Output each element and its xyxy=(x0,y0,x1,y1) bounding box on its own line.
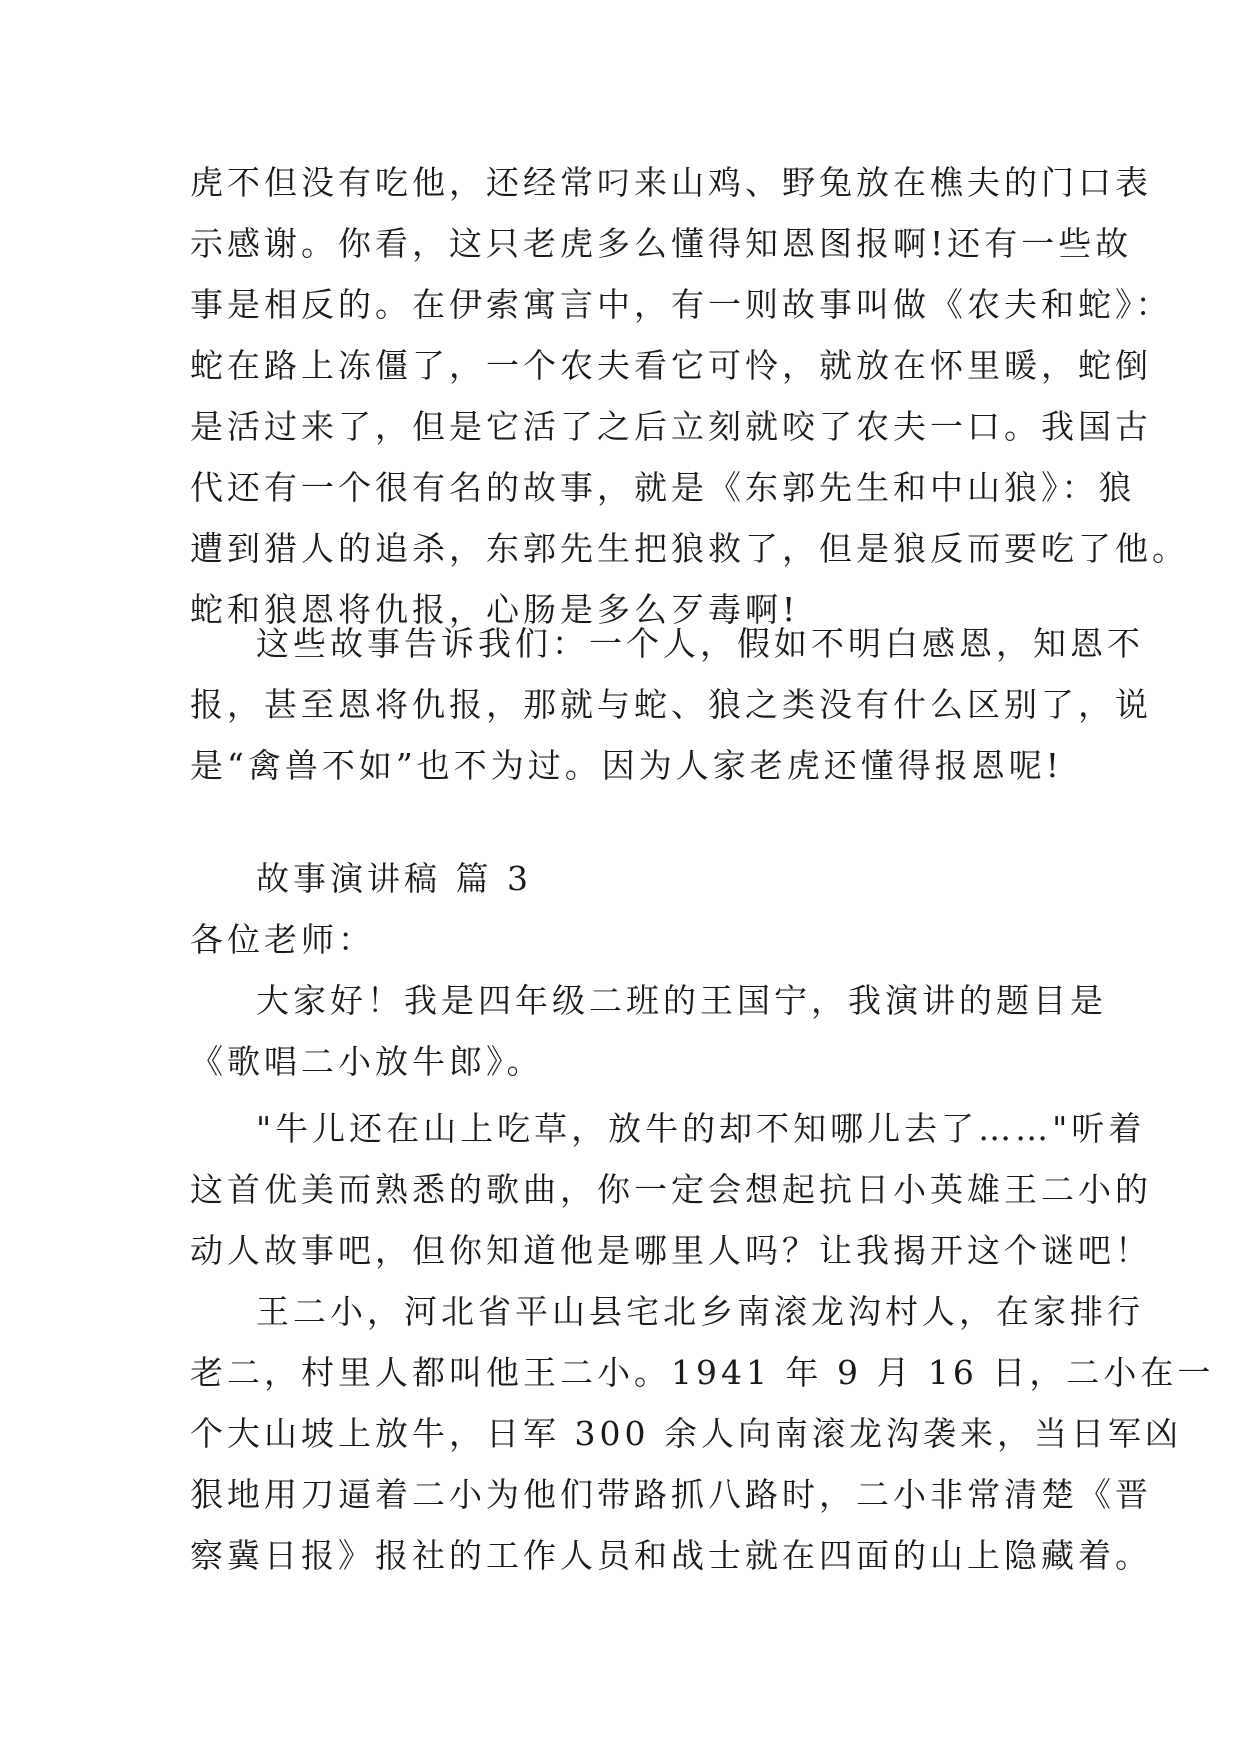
paragraph-line: 狠地用刀逼着二小为他们带路抓八路时，二小非常清楚《晋 xyxy=(190,1475,1152,1514)
paragraph-line: 《歌唱二小放牛郎》。 xyxy=(190,1042,544,1081)
paragraph-line: 蛇在路上冻僵了，一个农夫看它可怜，就放在怀里暖，蛇倒 xyxy=(190,346,1152,385)
paragraph-line: 动人故事吧，但你知道他是哪里人吗？让我揭开这个谜吧！ xyxy=(190,1231,1152,1270)
paragraph-line: 老二，村里人都叫他王二小。1941 年 9 月 16 日，二小在一 xyxy=(190,1353,1215,1392)
paragraph-line: 报，甚至恩将仇报，那就与蛇、狼之类没有什么区别了，说 xyxy=(190,685,1152,724)
paragraph-line: 王二小，河北省平山县宅北乡南滚龙沟村人，在家排行 xyxy=(256,1292,1144,1331)
conclusion-paragraph xyxy=(190,613,1152,796)
paragraph-line: 事是相反的。在伊索寓言中，有一则故事叫做《农夫和蛇》： xyxy=(190,285,1173,324)
section-title: 故事演讲稿 篇 3 xyxy=(256,859,532,898)
paragraph-line: 遭到猎人的追杀，东郭先生把狼救了，但是狼反而要吃了他。 xyxy=(190,529,1189,568)
paragraph-line: 是“禽兽不如”也不为过。因为人家老虎还懂得报恩呢! xyxy=(190,746,1064,785)
salutation: 各位老师： xyxy=(190,920,375,959)
section-header xyxy=(190,848,1107,1092)
paragraph-line: 是活过来了，但是它活了之后立刻就咬了农夫一口。我国古 xyxy=(190,407,1152,446)
paragraph-line: "牛儿还在山上吃草，放牛的却不知哪儿去了……"听着 xyxy=(256,1109,1146,1148)
paragraph-line: 察冀日报》报社的工作人员和战士就在四面的山上隐藏着。 xyxy=(190,1536,1152,1575)
paragraph-line: 示感谢。你看，这只老虎多么懂得知恩图报啊!还有一些故 xyxy=(190,224,1133,263)
paragraph-line: 蛇和狼恩将仇报，心肠是多么歹毒啊! xyxy=(190,590,800,629)
paragraph-line: 这些故事告诉我们：一个人，假如不明白感恩，知恩不 xyxy=(256,624,1144,663)
paragraph-line: 个大山坡上放牛，日军 300 余人向南滚龙沟袭来，当日军凶 xyxy=(190,1414,1182,1453)
paragraph-line: 大家好！我是四年级二班的王国宁，我演讲的题目是 xyxy=(256,981,1107,1020)
paragraph-line: 虎不但没有吃他，还经常叼来山鸡、野兔放在樵夫的门口表 xyxy=(190,163,1152,202)
paragraph-line: 这首优美而熟悉的歌曲，你一定会想起抗日小英雄王二小的 xyxy=(190,1170,1152,1209)
story-text-upper xyxy=(190,152,1189,640)
story-text-lower xyxy=(190,1098,1215,1586)
paragraph-line: 代还有一个很有名的故事，就是《东郭先生和中山狼》：狼 xyxy=(190,468,1136,507)
